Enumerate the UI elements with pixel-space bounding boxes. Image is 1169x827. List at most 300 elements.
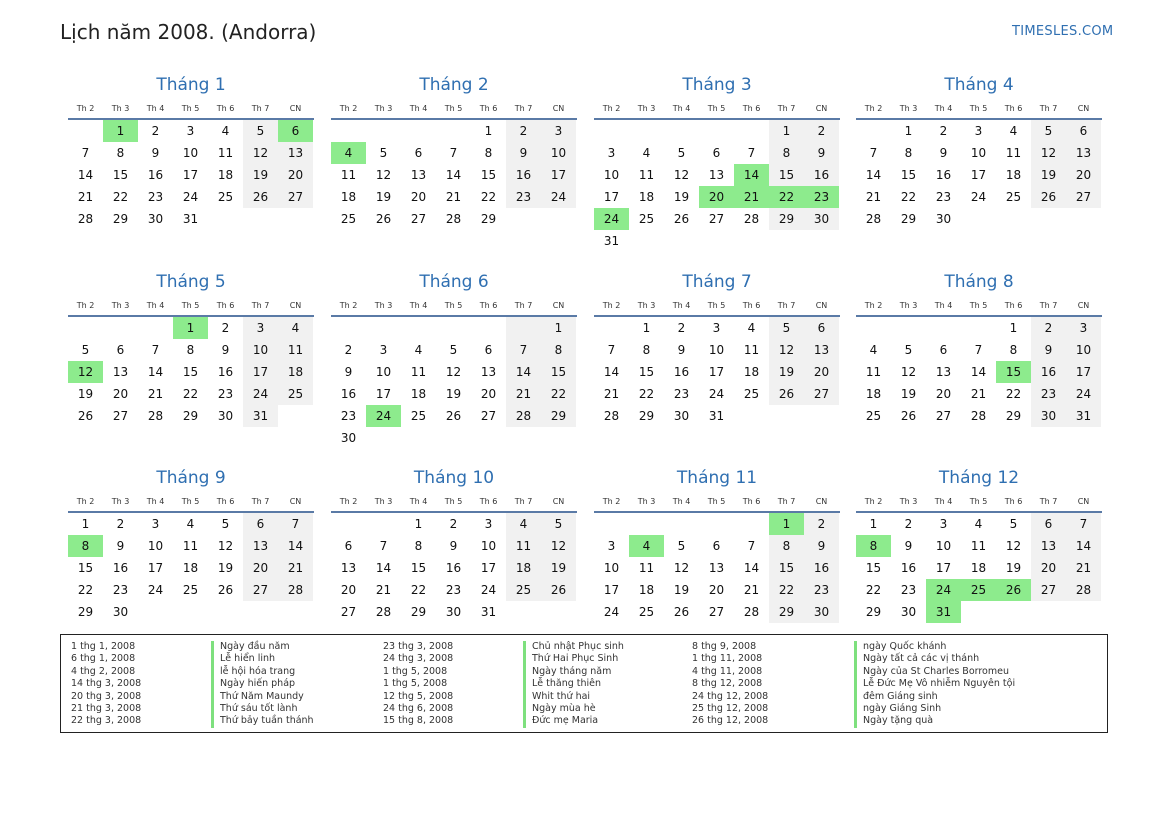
- weekday-label: Th 2: [602, 301, 621, 310]
- page-title: Lịch năm 2008. (Andorra): [60, 20, 317, 44]
- day-cell: 29: [480, 212, 497, 226]
- day-cell: 16: [217, 365, 234, 379]
- day-cell: 29: [541, 405, 576, 427]
- weekday-header: [856, 297, 1102, 317]
- day-cell: 19: [541, 557, 576, 579]
- day-cell: 1: [869, 517, 878, 531]
- day-cell: 26: [243, 186, 278, 208]
- day-cell: 15: [77, 561, 94, 575]
- day-cell: 30: [217, 409, 234, 423]
- day-cell: 8: [541, 339, 576, 361]
- day-cell: 11: [638, 561, 655, 575]
- day-cell: 20: [708, 583, 725, 597]
- weekday-label: Th 5: [969, 301, 988, 310]
- holiday-name: Ngày của St Charles Borromeu: [863, 665, 1009, 677]
- day-cell: 20: [699, 186, 734, 208]
- holiday-name: ngày Quốc khánh: [863, 641, 947, 652]
- day-cell: 18: [217, 168, 234, 182]
- weekday-label: Th 2: [76, 104, 95, 113]
- day-cell: 2: [151, 124, 160, 138]
- day-cell: 22: [77, 583, 94, 597]
- month-block: [856, 70, 1102, 230]
- weekday-label: Th 7: [251, 104, 270, 113]
- empty-cell: [699, 513, 734, 535]
- day-cell: 24: [1066, 383, 1101, 405]
- empty-cell: [436, 317, 471, 339]
- day-cell: 12: [375, 168, 392, 182]
- day-grid: [856, 120, 1102, 230]
- empty-cell: [541, 427, 576, 449]
- day-cell: 16: [147, 168, 164, 182]
- empty-cell: [1031, 601, 1066, 623]
- day-cell: 13: [112, 365, 129, 379]
- day-cell: 2: [116, 517, 125, 531]
- empty-cell: [366, 427, 401, 449]
- empty-cell: [734, 513, 769, 535]
- empty-cell: [331, 120, 366, 142]
- day-cell: 23: [445, 583, 462, 597]
- weekday-label: Th 3: [111, 497, 130, 506]
- day-cell: 13: [1031, 535, 1066, 557]
- weekday-label: Th 6: [1004, 104, 1023, 113]
- empty-cell: [366, 513, 401, 535]
- day-cell: 26: [996, 579, 1031, 601]
- day-cell: 24: [603, 605, 620, 619]
- empty-cell: [926, 317, 961, 339]
- day-cell: 8: [68, 535, 103, 557]
- day-cell: 3: [712, 321, 721, 335]
- weekday-label: CN: [552, 104, 565, 113]
- day-cell: 14: [77, 168, 94, 182]
- day-cell: 6: [1031, 513, 1066, 535]
- empty-cell: [699, 120, 734, 142]
- day-cell: 10: [480, 539, 497, 553]
- holiday-date: 8 thg 9, 2008: [692, 641, 757, 652]
- month-block: [68, 463, 314, 623]
- day-grid: [331, 317, 577, 449]
- day-cell: 13: [708, 168, 725, 182]
- holiday-name: Thứ bảy tuần thánh: [220, 715, 314, 727]
- day-cell: 17: [935, 561, 952, 575]
- day-cell: 10: [147, 539, 164, 553]
- weekday-label: CN: [552, 301, 565, 310]
- day-cell: 21: [1066, 557, 1101, 579]
- month-name: Tháng 3: [682, 75, 752, 95]
- day-cell: 18: [865, 387, 882, 401]
- day-cell: 16: [804, 557, 839, 579]
- day-cell: 20: [1031, 557, 1066, 579]
- day-cell: 5: [904, 343, 913, 357]
- day-cell: 3: [939, 517, 948, 531]
- holiday-date: 1 thg 11, 2008: [692, 653, 763, 665]
- holiday-date: 1 thg 5, 2008: [383, 678, 448, 690]
- day-cell: 3: [484, 517, 493, 531]
- empty-cell: [401, 120, 436, 142]
- empty-cell: [68, 120, 103, 142]
- day-cell: 19: [77, 387, 94, 401]
- day-cell: 12: [445, 365, 462, 379]
- weekday-header: [331, 297, 577, 317]
- day-cell: 22: [900, 190, 917, 204]
- day-cell: 29: [1005, 409, 1022, 423]
- holiday-names-col-1: [211, 641, 314, 728]
- day-cell: 23: [1031, 383, 1066, 405]
- day-cell: 23: [673, 387, 690, 401]
- day-cell: 18: [638, 583, 655, 597]
- day-cell: 28: [77, 212, 94, 226]
- day-cell: 5: [81, 343, 90, 357]
- day-cell: 24: [182, 190, 199, 204]
- day-cell: 21: [375, 583, 392, 597]
- month-name: Tháng 12: [938, 468, 1020, 488]
- weekday-label: Th 3: [637, 497, 656, 506]
- weekday-label: Th 5: [707, 497, 726, 506]
- weekday-label: Th 4: [146, 497, 165, 506]
- empty-cell: [471, 427, 506, 449]
- empty-cell: [594, 513, 629, 535]
- day-cell: 20: [935, 387, 952, 401]
- day-cell: 20: [278, 164, 313, 186]
- weekday-label: Th 7: [514, 497, 533, 506]
- day-cell: 30: [673, 409, 690, 423]
- day-cell: 3: [151, 517, 160, 531]
- day-cell: 19: [673, 583, 690, 597]
- day-cell: 11: [970, 539, 987, 553]
- day-cell: 9: [449, 539, 458, 553]
- day-cell: 8: [116, 146, 125, 160]
- day-cell: 24: [708, 387, 725, 401]
- day-cell: 12: [900, 365, 917, 379]
- weekday-label: Th 6: [742, 301, 761, 310]
- day-cell: 20: [480, 387, 497, 401]
- day-cell: 8: [769, 535, 804, 557]
- day-cell: 11: [340, 168, 357, 182]
- empty-cell: [366, 317, 401, 339]
- day-cell: 26: [769, 383, 804, 405]
- empty-cell: [629, 120, 664, 142]
- day-cell: 15: [410, 561, 427, 575]
- day-cell: 28: [603, 409, 620, 423]
- day-cell: 27: [243, 579, 278, 601]
- weekday-label: Th 7: [251, 301, 270, 310]
- weekday-label: CN: [1077, 104, 1090, 113]
- empty-cell: [331, 513, 366, 535]
- weekday-label: Th 6: [216, 497, 235, 506]
- day-cell: 1: [81, 517, 90, 531]
- day-cell: 2: [677, 321, 686, 335]
- empty-cell: [401, 317, 436, 339]
- weekday-label: Th 2: [76, 497, 95, 506]
- day-cell: 10: [935, 539, 952, 553]
- day-cell: 15: [638, 365, 655, 379]
- weekday-label: Th 2: [602, 104, 621, 113]
- weekday-label: Th 5: [969, 497, 988, 506]
- day-cell: 27: [708, 212, 725, 226]
- weekday-label: Th 5: [707, 104, 726, 113]
- day-cell: 10: [1066, 339, 1101, 361]
- day-grid: [68, 513, 314, 623]
- empty-cell: [173, 601, 208, 623]
- holiday-date: 14 thg 3, 2008: [71, 678, 142, 690]
- day-cell: 16: [112, 561, 129, 575]
- day-cell: 11: [638, 168, 655, 182]
- weekday-label: Th 4: [934, 104, 953, 113]
- day-cell: 29: [410, 605, 427, 619]
- day-cell: 21: [865, 190, 882, 204]
- day-cell: 28: [445, 212, 462, 226]
- weekday-label: Th 7: [777, 497, 796, 506]
- day-cell: 9: [804, 142, 839, 164]
- day-cell: 30: [445, 605, 462, 619]
- day-cell: 10: [541, 142, 576, 164]
- day-cell: 2: [506, 120, 541, 142]
- day-cell: 17: [375, 387, 392, 401]
- day-cell: 11: [182, 539, 199, 553]
- day-cell: 4: [221, 124, 230, 138]
- weekday-label: CN: [815, 497, 828, 506]
- day-cell: 5: [677, 146, 686, 160]
- day-cell: 14: [865, 168, 882, 182]
- holiday-name: Ngày hiến pháp: [220, 678, 296, 690]
- weekday-header: [594, 493, 840, 513]
- holiday-date: 6 thg 1, 2008: [71, 653, 136, 665]
- day-cell: 11: [865, 365, 882, 379]
- empty-cell: [734, 120, 769, 142]
- day-cell: 6: [243, 513, 278, 535]
- day-cell: 10: [970, 146, 987, 160]
- holiday-date: 4 thg 2, 2008: [71, 665, 136, 677]
- day-cell: 29: [638, 409, 655, 423]
- day-cell: 25: [506, 579, 541, 601]
- day-cell: 5: [769, 317, 804, 339]
- day-cell: 26: [673, 605, 690, 619]
- empty-cell: [856, 120, 891, 142]
- day-cell: 6: [278, 120, 313, 142]
- empty-cell: [471, 317, 506, 339]
- holiday-name: Lễ Đức Mẹ Vô nhiễm Nguyên tội: [863, 678, 1016, 690]
- weekday-label: Th 4: [934, 301, 953, 310]
- empty-cell: [961, 208, 996, 230]
- weekday-label: CN: [1077, 301, 1090, 310]
- day-cell: 30: [112, 605, 129, 619]
- day-cell: 21: [743, 583, 760, 597]
- day-cell: 10: [375, 365, 392, 379]
- weekday-label: Th 3: [111, 104, 130, 113]
- holiday-names-col-2: [523, 641, 624, 728]
- empty-cell: [1031, 208, 1066, 230]
- day-cell: 1: [1009, 321, 1018, 335]
- holiday-name: Đức mẹ Maria: [532, 715, 599, 727]
- weekday-label: Th 5: [707, 301, 726, 310]
- day-cell: 2: [804, 120, 839, 142]
- day-cell: 5: [221, 517, 230, 531]
- holiday-name: lễ hội hóa trang: [220, 665, 296, 677]
- weekday-label: Th 2: [339, 497, 358, 506]
- day-cell: 2: [804, 513, 839, 535]
- day-cell: 2: [939, 124, 948, 138]
- day-cell: 8: [856, 535, 891, 557]
- day-cell: 1: [904, 124, 913, 138]
- day-cell: 3: [974, 124, 983, 138]
- day-cell: 15: [480, 168, 497, 182]
- day-cell: 25: [961, 579, 996, 601]
- holiday-name: ngày Giáng Sinh: [863, 703, 942, 715]
- holiday-date: 15 thg 8, 2008: [383, 715, 454, 727]
- month-name: Tháng 7: [682, 272, 752, 292]
- weekday-header: [856, 100, 1102, 120]
- day-cell: 14: [970, 365, 987, 379]
- day-cell: 30: [804, 601, 839, 623]
- weekday-label: Th 2: [339, 301, 358, 310]
- day-cell: 29: [77, 605, 94, 619]
- weekday-label: Th 6: [1004, 497, 1023, 506]
- day-cell: 31: [926, 601, 961, 623]
- day-cell: 28: [278, 579, 313, 601]
- weekday-label: Th 3: [899, 104, 918, 113]
- day-cell: 21: [970, 387, 987, 401]
- day-cell: 18: [278, 361, 313, 383]
- day-cell: 20: [243, 557, 278, 579]
- weekday-label: Th 4: [672, 104, 691, 113]
- empty-cell: [541, 601, 576, 623]
- day-cell: 27: [480, 409, 497, 423]
- day-cell: 7: [449, 146, 458, 160]
- empty-cell: [208, 208, 243, 230]
- month-block: [856, 463, 1102, 623]
- holiday-name: Lễ hiển linh: [220, 653, 276, 665]
- day-cell: 10: [603, 168, 620, 182]
- day-cell: 11: [278, 339, 313, 361]
- empty-cell: [1066, 601, 1101, 623]
- day-cell: 23: [804, 579, 839, 601]
- day-cell: 17: [147, 561, 164, 575]
- day-cell: 15: [996, 361, 1031, 383]
- day-cell: 17: [603, 190, 620, 204]
- month-name: Tháng 2: [419, 75, 489, 95]
- month-block: [856, 267, 1102, 427]
- day-cell: 24: [480, 583, 497, 597]
- day-cell: 3: [607, 539, 616, 553]
- day-cell: 9: [939, 146, 948, 160]
- empty-cell: [506, 317, 541, 339]
- day-cell: 28: [743, 212, 760, 226]
- day-cell: 21: [603, 387, 620, 401]
- day-cell: 24: [594, 208, 629, 230]
- day-cell: 9: [904, 539, 913, 553]
- weekday-label: Th 3: [899, 497, 918, 506]
- day-cell: 25: [638, 605, 655, 619]
- day-cell: 1: [414, 517, 423, 531]
- day-cell: 6: [712, 146, 721, 160]
- day-cell: 17: [182, 168, 199, 182]
- day-cell: 24: [243, 383, 278, 405]
- empty-cell: [769, 405, 804, 427]
- day-cell: 6: [484, 343, 493, 357]
- day-cell: 26: [541, 579, 576, 601]
- day-cell: 4: [186, 517, 195, 531]
- day-cell: 5: [1031, 120, 1066, 142]
- day-cell: 24: [541, 186, 576, 208]
- day-cell: 8: [1009, 343, 1018, 357]
- day-cell: 1: [769, 120, 804, 142]
- day-cell: 18: [182, 561, 199, 575]
- day-cell: 4: [331, 142, 366, 164]
- day-cell: 13: [410, 168, 427, 182]
- day-cell: 19: [445, 387, 462, 401]
- day-cell: 13: [243, 535, 278, 557]
- day-cell: 14: [743, 561, 760, 575]
- empty-cell: [436, 120, 471, 142]
- day-cell: 20: [340, 583, 357, 597]
- day-cell: 15: [769, 557, 804, 579]
- empty-cell: [594, 317, 629, 339]
- day-cell: 7: [506, 339, 541, 361]
- day-cell: 21: [734, 186, 769, 208]
- weekday-label: Th 7: [1039, 301, 1058, 310]
- weekday-label: Th 3: [899, 301, 918, 310]
- holiday-date: 12 thg 5, 2008: [383, 690, 454, 702]
- day-cell: 11: [217, 146, 234, 160]
- holiday-date: 1 thg 5, 2008: [383, 665, 448, 677]
- day-cell: 12: [68, 361, 103, 383]
- weekday-label: Th 4: [672, 497, 691, 506]
- day-cell: 26: [900, 409, 917, 423]
- day-cell: 25: [638, 212, 655, 226]
- day-cell: 30: [1031, 405, 1066, 427]
- weekday-label: Th 4: [409, 497, 428, 506]
- day-cell: 25: [217, 190, 234, 204]
- weekday-header: [68, 100, 314, 120]
- empty-cell: [506, 427, 541, 449]
- weekday-label: Th 7: [514, 104, 533, 113]
- day-cell: 3: [1066, 317, 1101, 339]
- day-cell: 23: [147, 190, 164, 204]
- day-cell: 22: [112, 190, 129, 204]
- weekday-label: CN: [815, 301, 828, 310]
- day-cell: 5: [243, 120, 278, 142]
- site-link[interactable]: TIMESLES.COM: [1012, 24, 1114, 39]
- weekday-label: Th 5: [181, 104, 200, 113]
- day-cell: 4: [1009, 124, 1018, 138]
- day-cell: 6: [804, 317, 839, 339]
- day-cell: 23: [506, 186, 541, 208]
- holiday-name: Ngày tất cả các vị thánh: [863, 653, 980, 665]
- weekday-header: [68, 493, 314, 513]
- month-name: Tháng 9: [156, 468, 226, 488]
- month-name: Tháng 8: [944, 272, 1014, 292]
- day-cell: 9: [221, 343, 230, 357]
- day-cell: 10: [243, 339, 278, 361]
- day-cell: 11: [1005, 146, 1022, 160]
- day-cell: 4: [974, 517, 983, 531]
- day-cell: 6: [344, 539, 353, 553]
- day-cell: 31: [243, 405, 278, 427]
- day-cell: 7: [81, 146, 90, 160]
- day-cell: 9: [804, 535, 839, 557]
- day-cell: 16: [445, 561, 462, 575]
- weekday-header: [594, 100, 840, 120]
- empty-cell: [506, 208, 541, 230]
- day-cell: 1: [173, 317, 208, 339]
- empty-cell: [856, 317, 891, 339]
- day-cell: 17: [1066, 361, 1101, 383]
- day-cell: 5: [541, 513, 576, 535]
- day-cell: 7: [151, 343, 160, 357]
- day-cell: 27: [112, 409, 129, 423]
- day-cell: 21: [147, 387, 164, 401]
- empty-cell: [278, 405, 313, 427]
- weekday-label: Th 3: [637, 104, 656, 113]
